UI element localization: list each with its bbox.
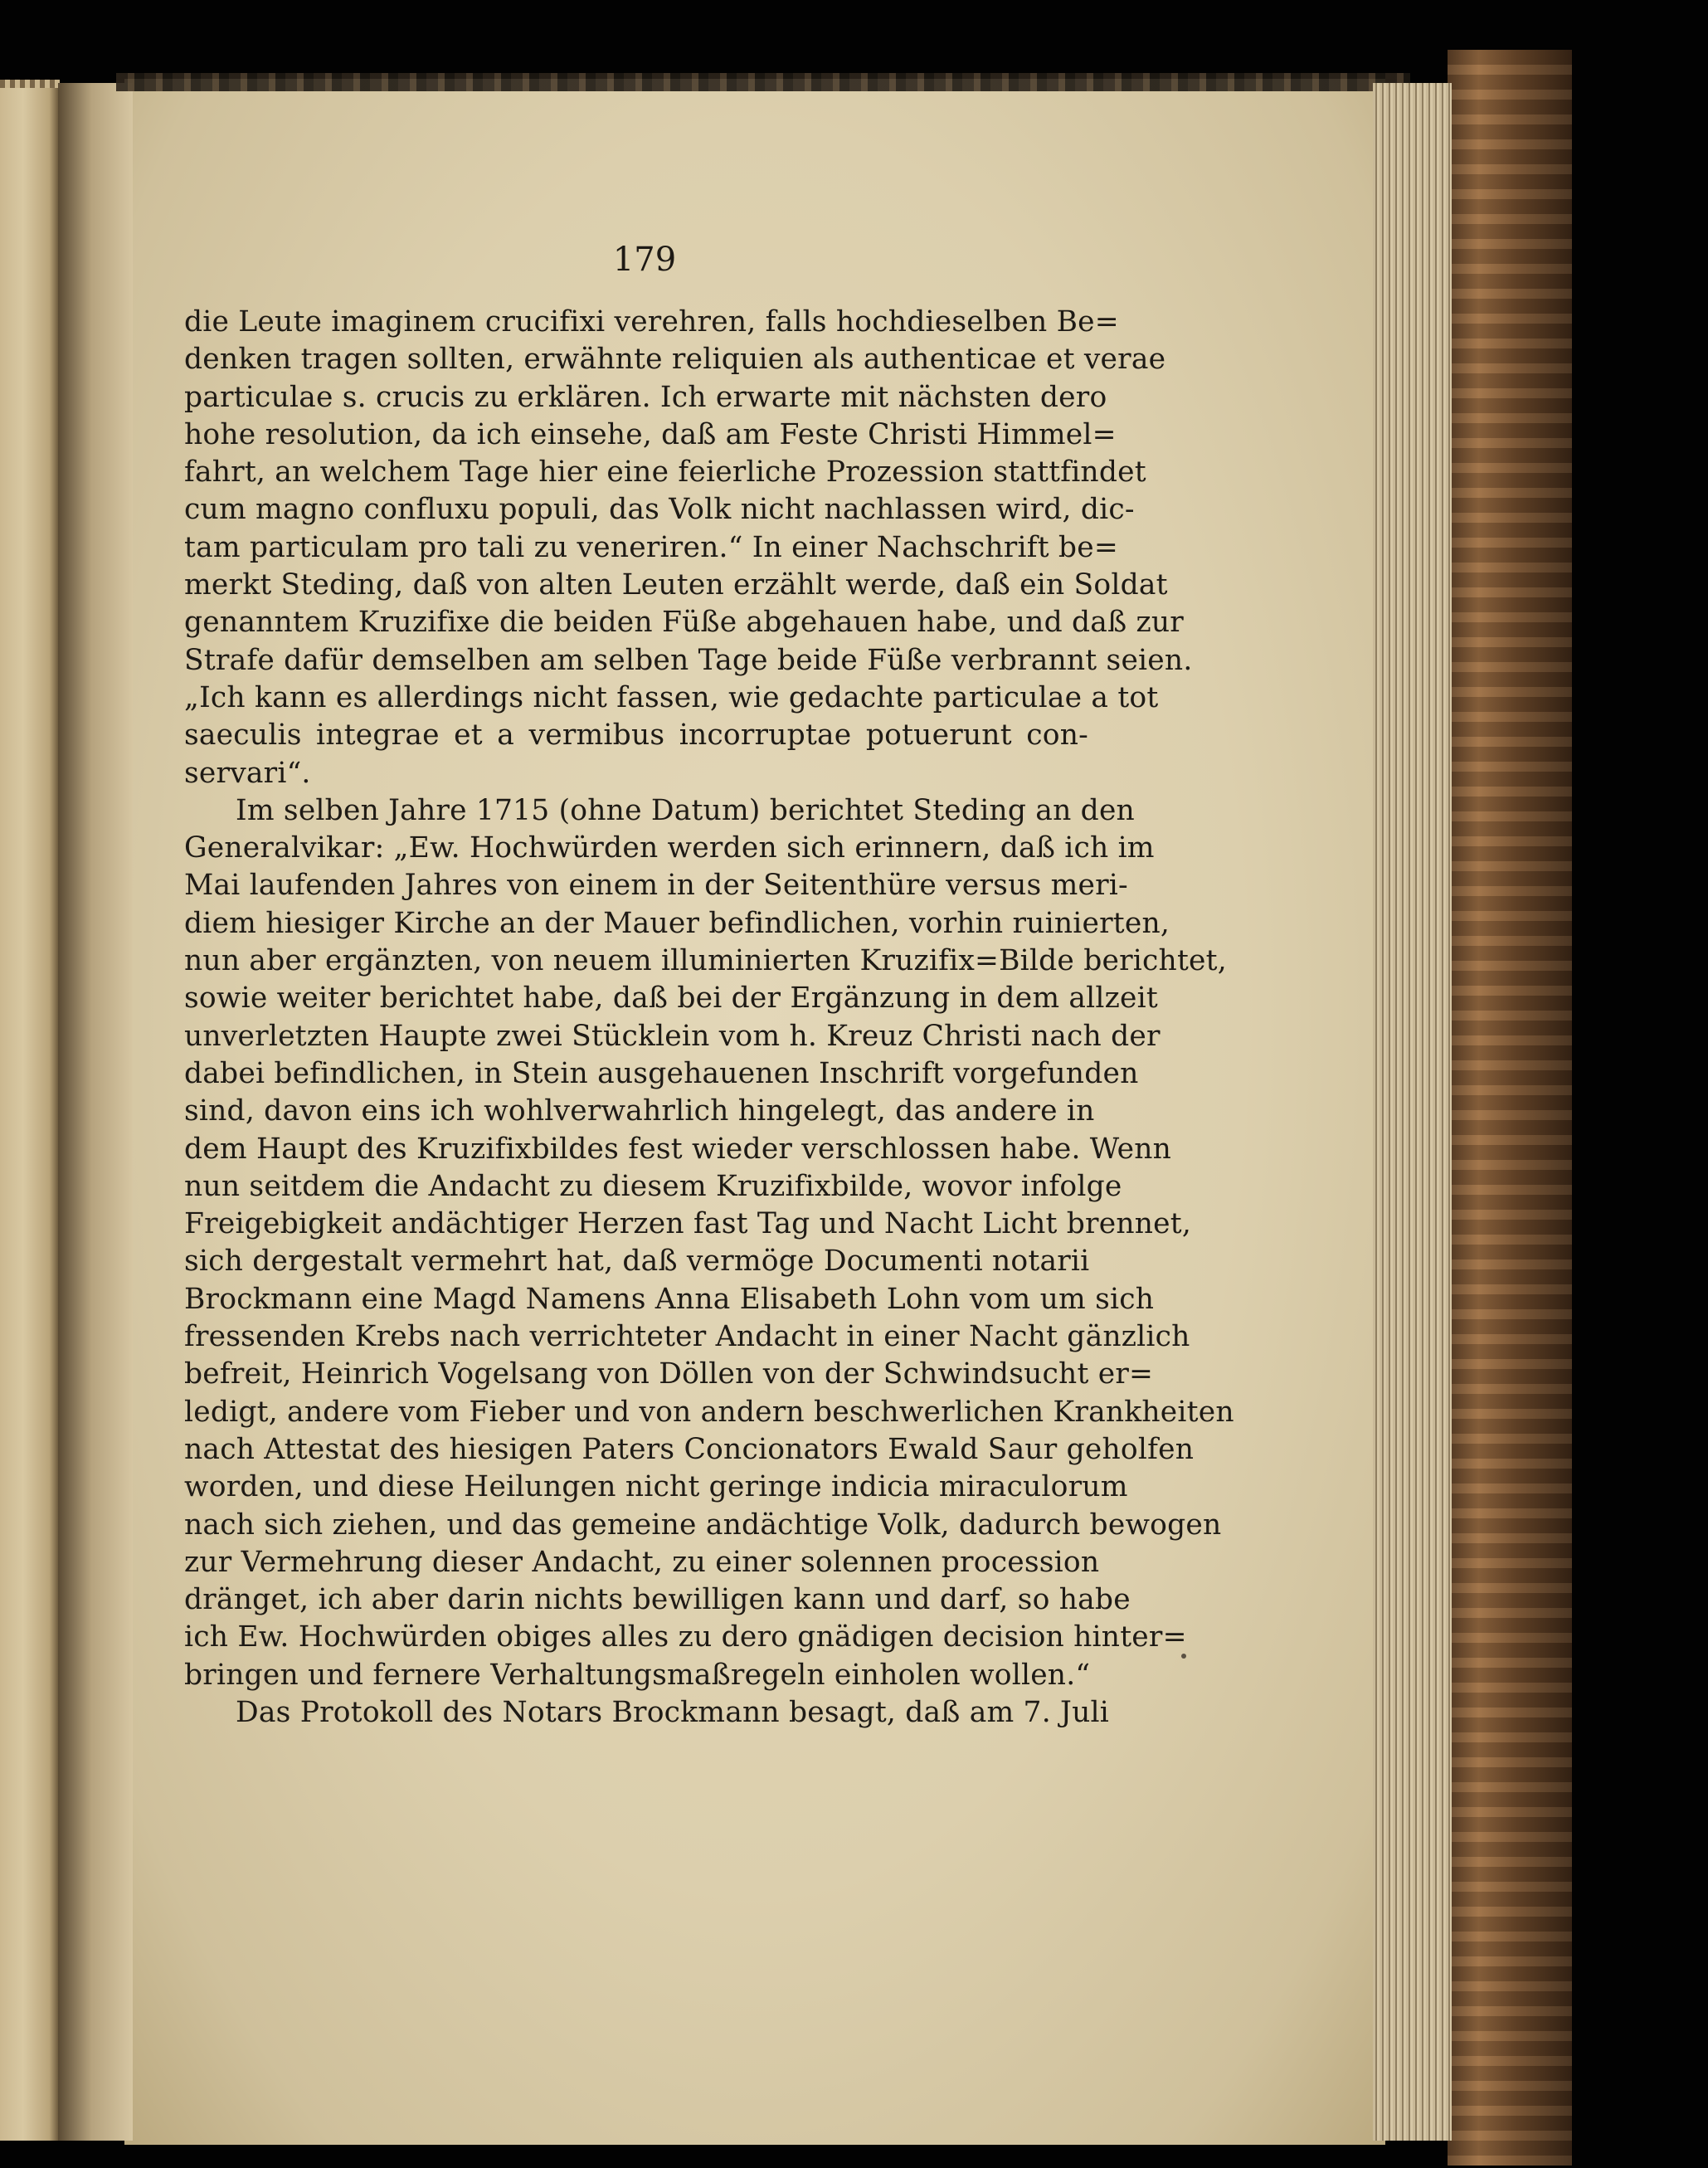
text-line: Mai laufenden Jahres von einem in der Seitenthüre versus meri- — [184, 869, 1128, 903]
text-line: sind, davon eins ich wohlverwahrlich hingelegt, das andere in — [184, 1094, 1095, 1128]
text-line: die Leute imaginem crucifixi verehren, falls hochdieselben Be= — [184, 305, 1119, 339]
text-line: nach sich ziehen, und das gemeine andächtige Volk, dadurch bewogen — [184, 1508, 1222, 1542]
gutter-shadow — [58, 83, 133, 2141]
text-line: worden, und diese Heilungen nicht geringe indicia miraculorum — [184, 1470, 1128, 1504]
text-line: particulae s. crucis zu erklären. Ich erwarte mit nächsten dero — [184, 380, 1107, 414]
text-line: Brockmann eine Magd Namens Anna Elisabeth Lohn vom um sich — [184, 1282, 1155, 1316]
text-line: bringen und fernere Verhaltungsmaßregeln einholen wollen.“ — [184, 1658, 1091, 1692]
text-line: „Ich kann es allerdings nicht fassen, wie gedachte particulae a tot — [184, 680, 1159, 714]
text-line: zur Vermehrung dieser Andacht, zu einer solennen procession — [184, 1545, 1100, 1579]
page-stack — [1373, 83, 1452, 2141]
text-line: unverletzten Haupte zwei Stücklein vom h. Kreuz Christi nach der — [184, 1019, 1161, 1053]
text-line: merkt Steding, daß von alten Leuten erzählt werde, daß ein Soldat — [184, 568, 1168, 602]
text-line: befreit, Heinrich Vogelsang von Döllen von der Schwindsucht er= — [184, 1357, 1154, 1391]
text-line: tam particulam pro tali zu veneriren.“ In einer Nachschrift be= — [184, 530, 1118, 564]
page-number: 179 — [612, 241, 677, 279]
text-line: dränget, ich aber darin nichts bewilligen kann und darf, so habe — [184, 1583, 1131, 1617]
left-facing-page — [0, 83, 61, 2141]
paper-speck — [1181, 1654, 1186, 1659]
text-line: hohe resolution, da ich einsehe, daß am Feste Christi Himmel= — [184, 417, 1117, 451]
top-page-edge — [116, 73, 1410, 91]
text-line: nun seitdem die Andacht zu diesem Kruzifixbilde, wovor infolge — [184, 1169, 1122, 1203]
text-line: Freigebigkeit andächtiger Herzen fast Tag und Nacht Licht brennet, — [184, 1207, 1192, 1241]
text-line: saeculis integrae et a vermibus incorruptae potuerunt con- — [184, 719, 1088, 753]
text-line: diem hiesiger Kirche an der Mauer befindlichen, vorhin ruinierten, — [184, 906, 1170, 940]
text-line: nun aber ergänzten, von neuem illuminierten Kruzifix=Bilde berichtet, — [184, 944, 1227, 978]
text-line: genanntem Kruzifixe die beiden Füße abgehauen habe, und daß zur — [184, 606, 1184, 640]
text-line: ledigt, andere vom Fieber und von andern beschwerlichen Krankheiten — [184, 1395, 1234, 1429]
book-cover — [1448, 50, 1572, 2166]
text-line: ich Ew. Hochwürden obiges alles zu dero gnädigen decision hinter= — [184, 1620, 1187, 1654]
text-line: fressenden Krebs nach verrichteter Andacht in einer Nacht gänzlich — [184, 1320, 1190, 1354]
text-line: dabei befindlichen, in Stein ausgehauenen Inschrift vorgefunden — [184, 1056, 1139, 1090]
paragraph-start-line: Das Protokoll des Notars Brockmann besagt, daß am 7. Juli — [236, 1695, 1109, 1729]
text-line: servari“. — [184, 756, 311, 790]
text-line: cum magno confluxu populi, das Volk nicht nachlassen wird, dic- — [184, 493, 1135, 527]
body-text — [184, 304, 1234, 1732]
text-line: fahrt, an welchem Tage hier eine feierliche Prozession stattfindet — [184, 456, 1146, 490]
text-line: sich dergestalt vermehrt hat, daß vermöge Documenti notarii — [184, 1245, 1090, 1279]
left-page-edge — [0, 80, 60, 88]
text-line: sowie weiter berichtet habe, daß bei der Ergänzung in dem allzeit — [184, 982, 1158, 1016]
paragraph-start-line: Im selben Jahre 1715 (ohne Datum) berichtet Steding an den — [236, 793, 1135, 827]
text-line: denken tragen sollten, erwähnte reliquien als authenticae et verae — [184, 343, 1166, 377]
text-line: Generalvikar: „Ew. Hochwürden werden sich erinnern, daß ich im — [184, 831, 1155, 865]
text-line: nach Attestat des hiesigen Paters Concionators Ewald Saur geholfen — [184, 1432, 1195, 1466]
text-line: Strafe dafür demselben am selben Tage beide Füße verbrannt seien. — [184, 643, 1193, 677]
text-line: dem Haupt des Kruzifixbildes fest wieder verschlossen habe. Wenn — [184, 1132, 1172, 1166]
